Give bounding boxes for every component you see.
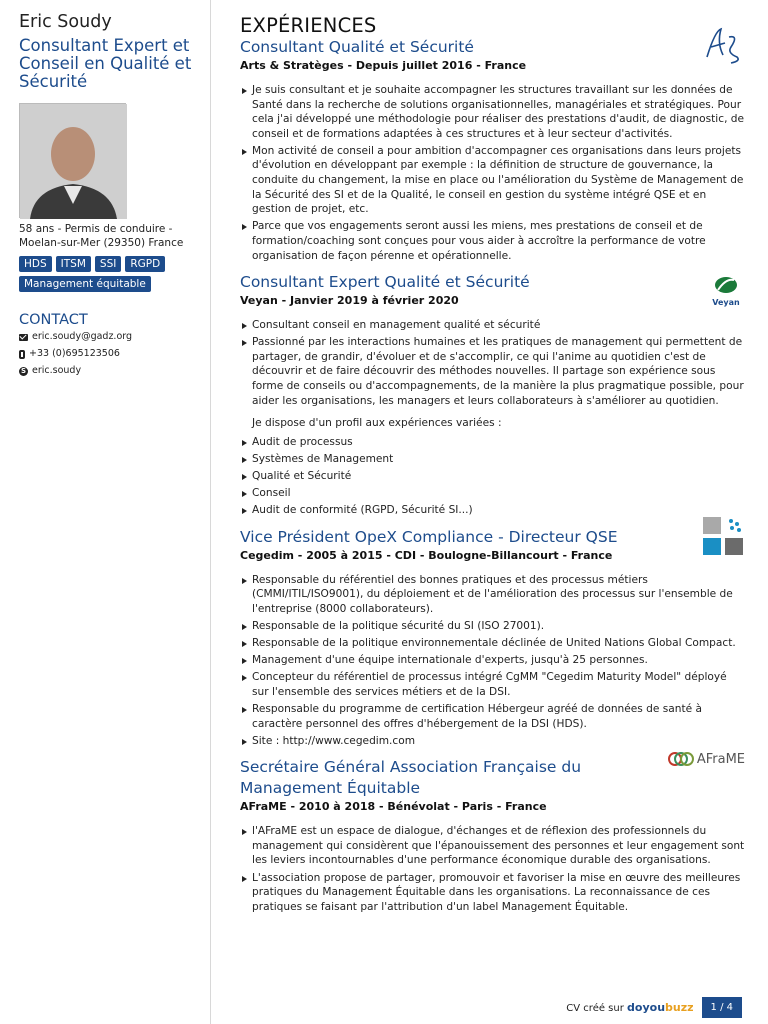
experience-4 (240, 751, 745, 914)
list-item: Audit de conformité (RGPD, Sécurité SI...) (240, 503, 745, 518)
list-item: Responsable du référentiel des bonnes pratiques et des processus métiers (CMMI/ITIL/ISO9001), du déploiement et de l'amélioration des processus sur l'ensemble de l'entreprise (8000 collaborateurs). (240, 573, 745, 617)
candidate-name: Eric Soudy (19, 12, 112, 32)
experience-title: Vice Président OpeX Compliance - Directeur QSE (240, 527, 618, 546)
experience-bullets (240, 824, 745, 914)
list-item: Concepteur du référentiel de processus intégré CgMM "Cegedim Maturity Model" déployé sur l'ensemble des services métiers et de la DSI. (240, 670, 745, 699)
footer-created-text: CV créé sur doyoubuzz (566, 1001, 694, 1014)
experience-bullets (240, 573, 745, 749)
experience-3 (240, 527, 745, 749)
list-item: Audit de processus (240, 435, 745, 450)
list-item: Conseil (240, 486, 745, 501)
experience-bullets (240, 318, 745, 408)
list-item[interactable]: Site : http://www.cegedim.com (240, 734, 745, 749)
list-item: Mon activité de conseil a pour ambition d'accompagner ces organisations dans leurs projets d'évolution en développant par exemple : la définition de structure de gouvernance, la conduite du changement, la mise en place ou l'amélioration du Système de Management de la Sécurité des SI et de la Qualité, le conseil en gestion du système intégré QSE et en gestion de projet, etc. (240, 144, 745, 217)
candidate-title: Consultant Expert et Conseil en Qualité et Sécurité (19, 36, 192, 91)
phone-text[interactable]: +33 (0)695123506 (29, 348, 120, 359)
tag-itsm: ITSM (56, 256, 91, 272)
tag-hds: HDS (19, 256, 52, 272)
tag-rgpd: RGPD (125, 256, 165, 272)
sidebar (0, 0, 211, 1024)
experience-subtitle: Veyan - Janvier 2019 à février 2020 (240, 294, 459, 308)
experience-subtitle: Cegedim - 2005 à 2015 - CDI - Boulogne-Billancourt - France (240, 548, 613, 562)
profile-photo (19, 103, 126, 218)
skype-text[interactable]: eric.soudy (32, 365, 82, 376)
person-photo-icon (20, 104, 127, 219)
experience-2 (240, 272, 745, 518)
skill-tags (19, 256, 205, 292)
candidate-meta: 58 ans - Permis de conduire - Moelan-sur-Mer (29350) France (19, 223, 184, 249)
tag-ssi: SSI (95, 256, 121, 272)
list-item: Responsable de la politique sécurité du SI (ISO 27001). (240, 619, 745, 634)
list-item: L'association propose de partager, promouvoir et favoriser la mise en œuvre des meilleures pratiques du Management Équitable dans les organisations. La reconnaissance de ces pratiques se faisant par l'attribution d'un label Management Équitable. (240, 871, 745, 915)
list-item: Responsable du programme de certification Hébergeur agréé de données de santé à caractère personnel des offres d'hébergement de la DSI (HDS). (240, 702, 745, 731)
list-item: Systèmes de Management (240, 452, 745, 467)
experience-subtitle: Arts & Stratèges - Depuis juillet 2016 - France (240, 59, 527, 72)
experience-subtitle: AFraME - 2010 à 2018 - Bénévolat - Paris - France (240, 800, 547, 814)
email-text[interactable]: eric.soudy@gadz.org (32, 331, 133, 342)
page-indicator: 1 / 4 (702, 997, 742, 1018)
skype-icon: S (20, 366, 27, 375)
contact-skype[interactable] (19, 363, 210, 379)
cegedim-logo-icon (701, 515, 745, 557)
aframe-rings-icon (668, 751, 694, 767)
aframe-logo (668, 751, 745, 767)
experience-title: Consultant Qualité et Sécurité (240, 38, 474, 56)
tag-management: Management équitable (19, 276, 151, 292)
contact-email[interactable] (19, 329, 210, 345)
list-item: Management d'une équipe internationale d'experts, jusqu'à 25 personnes. (240, 653, 745, 668)
veyan-leaf-icon (714, 276, 738, 294)
contact-phone[interactable] (19, 346, 210, 362)
main-content (240, 14, 745, 917)
veyan-logo-text: Veyan (712, 298, 740, 308)
list-item: l'AFraME est un espace de dialogue, d'échanges et de réflexion des professionnels du management qui considèrent que l'épanouissement des personnes et leur engagement sont les leviers incontournables d'une performance économique durable des organisations. (240, 824, 745, 868)
experience-1 (240, 37, 745, 263)
experience-paragraph: Je dispose d'un profil aux expériences variées : (252, 417, 502, 430)
experiences-heading: EXPÉRIENCES (240, 14, 377, 37)
experience-bullets (240, 83, 745, 263)
list-item: Parce que vos engagements seront aussi les miens, mes prestations de conseil et de formation/coaching sont conçues pour vous aider à accroître la performance de votre organisation de façon pérenne et opérationnelle. (240, 219, 745, 263)
experience-title: Consultant Expert Qualité et Sécurité (240, 273, 530, 292)
arts-strateges-logo-icon (701, 25, 745, 69)
phone-icon (19, 350, 25, 359)
list-item: Passionné par les interactions humaines et les pratiques de management qui permettent de partager, de grandir, d'évoluer et de s'accomplir, ce qui l'anime au quotidien c'est de découvrir et de faire découvrir des méthodes nouvelles. Il partage son expérience sous forme de conseils ou d'accompagnements, de la manière la plus pragmatique possible, pour aider les organisations, les managers et leurs collaborateurs à s'améliorer au quotidien. (240, 335, 745, 408)
list-item: Responsable de la politique environnementale déclinée de United Nations Global Compact. (240, 636, 745, 651)
contact-heading: CONTACT (19, 312, 88, 328)
veyan-logo (707, 276, 745, 307)
experience-bullets-secondary (240, 435, 745, 518)
doyoubuzz-brand[interactable]: doyoubuzz (627, 1001, 694, 1014)
aframe-logo-text: AFraME (696, 751, 745, 767)
footer (566, 997, 742, 1018)
list-item: Je suis consultant et je souhaite accompagner les structures travaillant sur les données de Santé dans la recherche de solutions organisationnelles, managériales et stratégiques. Pour cela j'ai développé une méthodologie pour réaliser des prestations d'audit, de diagnostic, de conseil et de formations adaptées à ces structures et à leur secteur d'activités. (240, 83, 745, 141)
list-item: Consultant conseil en management qualité et sécurité (240, 318, 745, 333)
experience-title: Secrétaire Général Association Française du Management Équitable (240, 758, 582, 798)
mail-icon (19, 334, 28, 341)
list-item: Qualité et Sécurité (240, 469, 745, 484)
